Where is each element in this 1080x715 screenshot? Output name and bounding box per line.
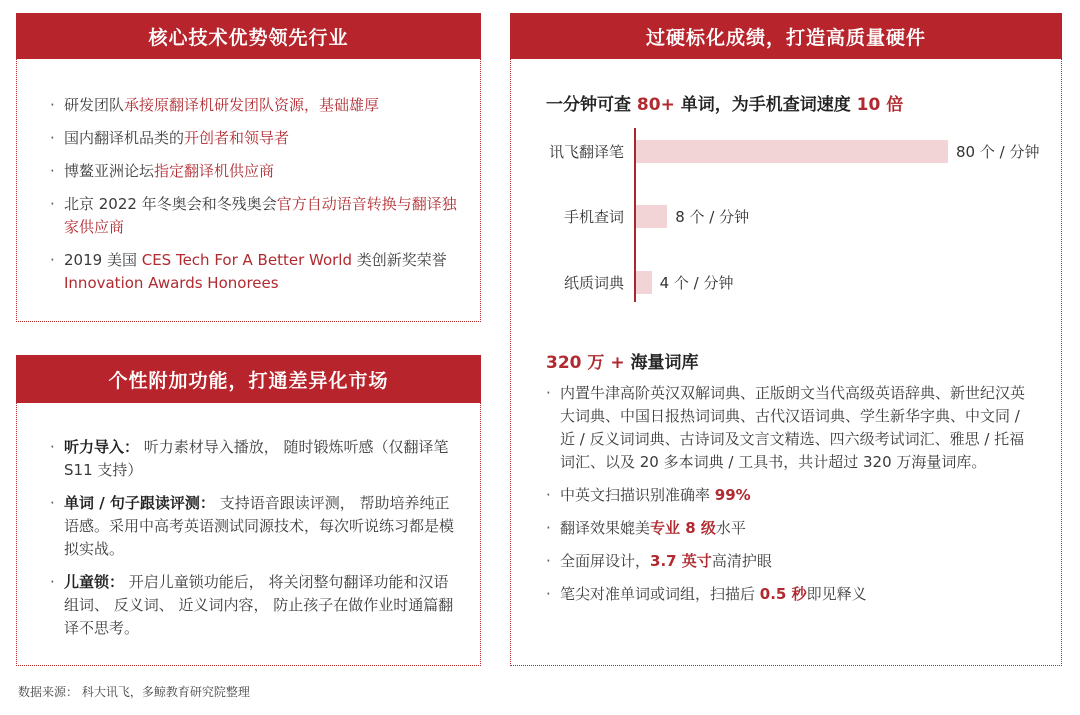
- text-segment: 听力素材导入播放， 随时锻炼听感（仅翻译笔 S11 支持）: [64, 438, 449, 479]
- highlight-text: 单词 / 句子跟读评测：: [64, 494, 215, 512]
- list-item: [50, 571, 458, 640]
- highlight-text: 320 万 +: [546, 353, 625, 373]
- highlight-text: 听力导入：: [64, 438, 140, 456]
- text-segment: 内置牛津高阶英汉双解词典、正版朗文当代高级英语辞典、新世纪汉英大词典、中国日报热词词典、古代汉语词典、学生新华字典、中文同 / 近 / 反义词词典、古诗词及文言文精选、四六级考试词汇、雅思 / 托福词汇、以及 20 多本词典 / 工具书，共计超过 320 万海量词库。: [560, 384, 1026, 471]
- highlight-text: 儿童锁：: [64, 573, 125, 591]
- dictionary-section-title: [546, 348, 699, 373]
- list-item: [546, 382, 1026, 474]
- bar-category-label: 讯飞翻译笔: [548, 143, 624, 161]
- text-segment: 翻译效果媲美: [560, 519, 651, 537]
- text-segment: 即见释义: [806, 585, 867, 603]
- highlight-text: 官方自动语音转换与翻译独家供应商: [64, 195, 457, 236]
- list-item: [546, 517, 1026, 540]
- list-item: [50, 94, 458, 117]
- list-item: [50, 249, 458, 295]
- bar-value-label: 4 个 / 分钟: [659, 274, 734, 292]
- text-segment: 支持语音跟读评测， 帮助培养纯正语感。采用中高考英语测试同源技术，每次听说练习都是模拟实战。: [64, 494, 455, 558]
- text-segment: 北京 2022 年冬奥会和冬残奥会: [64, 195, 277, 213]
- panel-hardware-header: 过硬标化成绩，打造高质量硬件: [510, 13, 1062, 59]
- list-item: [50, 492, 458, 561]
- highlight-text: 承接原翻译机研发团队资源，基础雄厚: [124, 96, 380, 114]
- bar: [636, 140, 948, 163]
- panel-core-tech-list: [50, 94, 458, 305]
- highlight-text: 指定翻译机供应商: [154, 162, 275, 180]
- panel-hardware-list: [546, 382, 1026, 616]
- bar-category-label: 手机查词: [563, 208, 624, 226]
- text-segment: 2019 美国: [64, 251, 142, 269]
- list-item: [50, 127, 458, 150]
- highlight-text: 专业 8 级: [650, 519, 716, 537]
- panel-features-list: [50, 436, 458, 650]
- bar-value-label: 8 个 / 分钟: [675, 208, 750, 226]
- panel-core-tech-header: 核心技术优势领先行业: [16, 13, 481, 59]
- highlight-text: 3.7 英寸: [650, 552, 712, 570]
- bar-category-label: 纸质词典: [563, 274, 624, 292]
- text-segment: 水平: [715, 519, 746, 537]
- highlight-text: 单词，为手机查词速度: [674, 95, 857, 115]
- list-item: [546, 484, 1026, 507]
- highlight-text: 80+: [636, 95, 675, 115]
- highlight-text: Innovation Awards Honorees: [64, 274, 279, 292]
- panel-features-header: 个性附加功能，打通差异化市场: [16, 355, 481, 403]
- list-item: [546, 550, 1026, 573]
- bar: [636, 205, 667, 228]
- text-segment: 博鳌亚洲论坛: [64, 162, 155, 180]
- bar: [636, 271, 652, 294]
- data-source: 数据来源： 科大讯飞，多鲸教育研究院整理: [18, 685, 250, 699]
- highlight-text: 开创者和领导者: [184, 129, 290, 147]
- chart-title: [546, 90, 903, 115]
- bar-value-label: 80 个 / 分钟: [956, 143, 1040, 161]
- text-segment: 高清护眼: [711, 552, 772, 570]
- list-item: [50, 160, 458, 183]
- text-segment: 中英文扫描识别准确率: [560, 486, 715, 504]
- highlight-text: 0.5 秒: [759, 585, 807, 603]
- text-segment: 研发团队: [64, 96, 125, 114]
- highlight-text: 10 倍: [856, 95, 904, 115]
- list-item: [50, 193, 458, 239]
- text-segment: 笔尖对准单词或词组，扫描后: [560, 585, 760, 603]
- highlight-text: 一分钟可查: [546, 95, 637, 115]
- text-segment: 类创新奖荣誉: [352, 251, 447, 269]
- list-item: [546, 583, 1026, 606]
- highlight-text: 海量词库: [624, 353, 699, 373]
- highlight-text: CES Tech For A Better World: [141, 251, 352, 269]
- text-segment: 全面屏设计，: [560, 552, 651, 570]
- text-segment: 国内翻译机品类的: [64, 129, 185, 147]
- list-item: [50, 436, 458, 482]
- text-segment: 开启儿童锁功能后， 将关闭整句翻译功能和汉语组词、 反义词、 近义词内容， 防止孩子在做作业时通篇翻译不思考。: [64, 573, 454, 637]
- highlight-text: 99%: [714, 486, 751, 504]
